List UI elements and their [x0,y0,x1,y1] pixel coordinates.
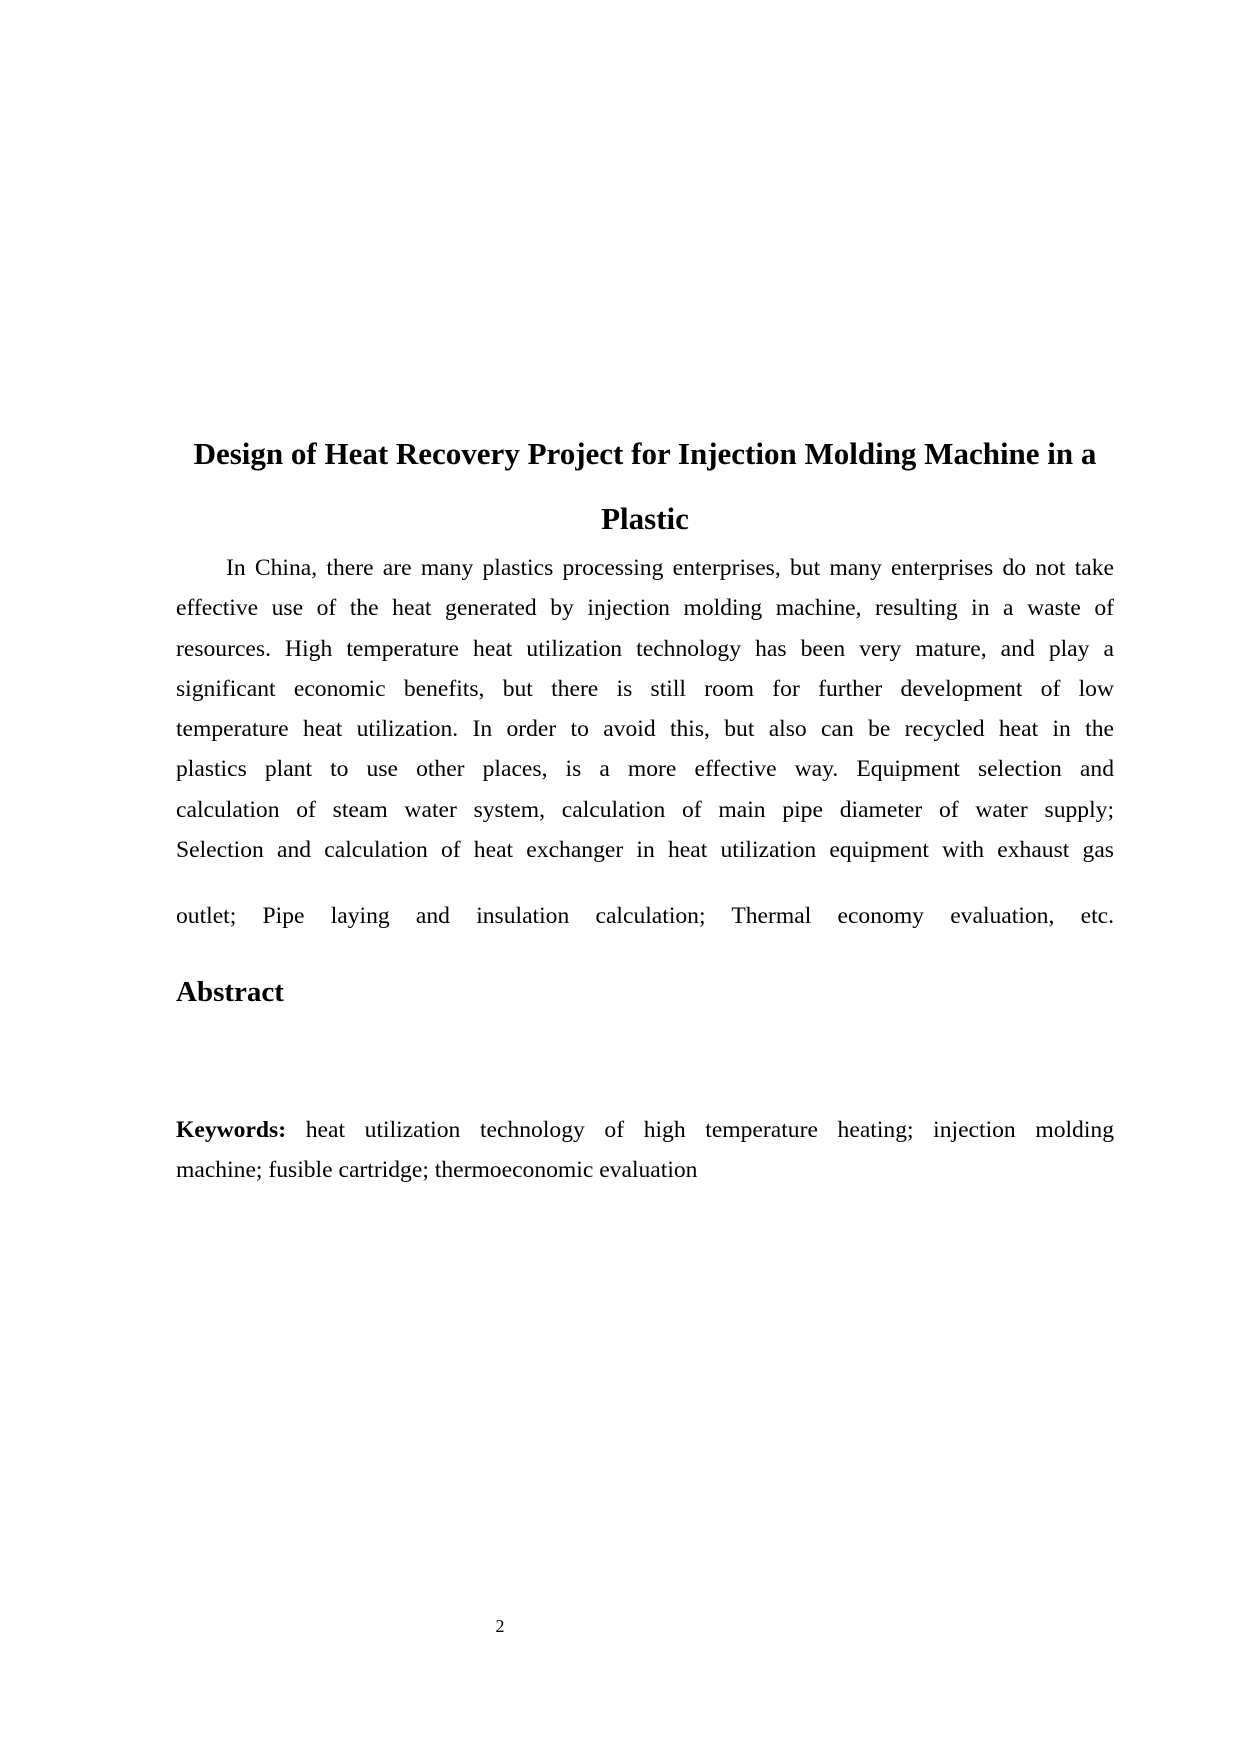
keywords-line-1 [176,1110,1114,1150]
abstract-line: Selection and calculation of heat exchanger in heat utilization equipment with exhaust gas [176,837,1114,864]
abstract-line: effective use of the heat generated by injection molding machine, resulting in a waste of [176,595,1114,622]
abstract-line: temperature heat utilization. In order to avoid this, but also can be recycled heat in the [176,716,1114,743]
abstract-line: resources. High temperature heat utilization technology has been very mature, and play a [176,635,1114,662]
abstract-line: significant economic benefits, but there is still room for further development of low [176,675,1114,702]
document-title-line-1: Design of Heat Recovery Project for Injection Molding Machine in a [193,436,1097,471]
keywords-block [176,1110,1114,1190]
keywords-label: Keywords: [176,1117,287,1143]
section-heading-abstract: Abstract [176,976,284,1008]
abstract-line: calculation of steam water system, calculation of main pipe diameter of water supply; [176,796,1114,823]
abstract-paragraph [176,548,1114,937]
page-number: 2 [495,1616,505,1636]
abstract-line: outlet; Pipe laying and insulation calculation; Thermal economy evaluation, etc. [176,903,1114,930]
keywords-line-2: machine; fusible cartridge; thermoeconomic evaluation [176,1157,698,1183]
abstract-line: In China, there are many plastics processing enterprises, but many enterprises do not take [226,555,1114,581]
document-title-line-2: Plastic [601,501,689,536]
abstract-line: plastics plant to use other places, is a more effective way. Equipment selection and [176,756,1114,783]
keywords-text: heat utilization technology of high temperature heating; injection molding [305,1117,1115,1143]
